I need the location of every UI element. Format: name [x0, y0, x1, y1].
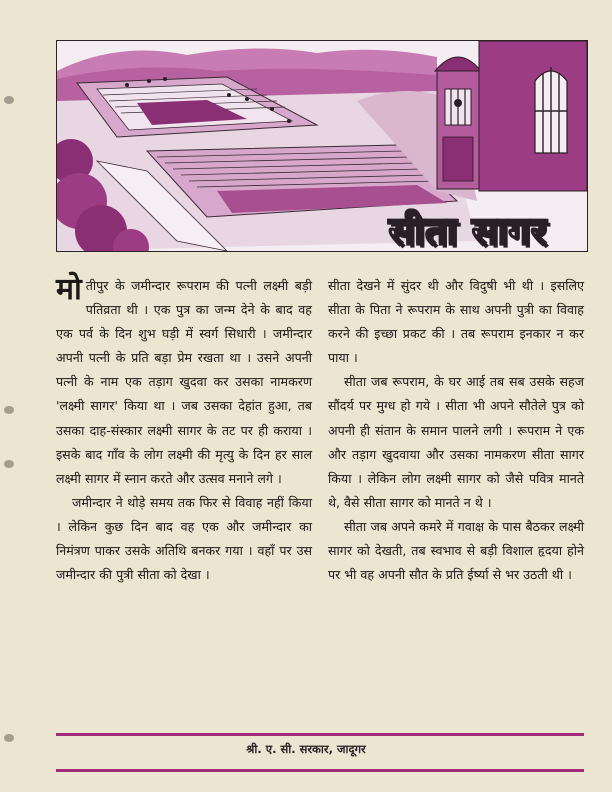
right-column [328, 274, 584, 587]
paragraph: जमीन्दार ने थोड़े समय तक फिर से विवाह नहीं किया । लेकिन कुछ दिन बाद वह एक और जमीन्दार का निमंत्रण पाकर उसके अतिथि बनकर गया । वहाँ पर उस जमीन्दार की पुत्री सीता को देखा । [56, 494, 312, 583]
paragraph: सीता जब अपने कमरे में गवाक्ष के पास बैठकर लक्ष्मी सागर को देखती, तब स्वभाव से बड़ी विशाल हृदया होने पर भी वह अपनी सौत के प्रति ईर्ष्या से भर उठती थी । [328, 518, 584, 583]
author-credit: श्री. ए. सी. सरकार, जादूगर [246, 742, 366, 756]
footer-rule-bottom [56, 769, 584, 772]
story-title-badge [378, 206, 558, 254]
dropcap: मो [56, 272, 82, 307]
left-column [56, 274, 312, 587]
footer-rule-top [56, 733, 584, 736]
paragraph: सीता जब रूपराम, के घर आई तब सब उसके सहज सौंदर्य पर मुग्ध हो गये । सीता भी अपने सौतेले पुत्र को अपनी ही संतान के समान पालने लगी । रूपराम ने एक और तड़ाग खुदवाया और उसका नामकरण सीता सागर किया । लेकिन लोग लक्ष्मी सागर को जैसे पवित्र मानते थे, वैसे सीता सागर को मानते न थे । [328, 374, 584, 510]
paragraph-text: तीपुर के जमीन्दार रूपराम की पत्नी लक्ष्मी बड़ी पतिव्रता थी । एक पुत्र का जन्म देने के बाद वह एक पर्व के दिन शुभ घड़ी में स्वर्ग सिधारी । जमीन्दार अपनी पत्नी के प्रति बड़ा प्रेम रखता था । उसने अपनी पत्नी के नाम एक तड़ाग खुदवा कर उसका नामकरण 'लक्ष्मी सागर' किया था । जब उसका देहांत हुआ, तब उसका दाह-संस्कार लक्ष्मी सागर के तट पर ही कराया । इसके बाद गाँव के लोग लक्ष्मी की मृत्यु के दिन हर साल लक्ष्मी सागर में स्नान करते और उत्सव मनाने लगे । [56, 278, 312, 486]
paragraph: सीता देखने में सुंदर थी और विदुषी भी थी । इसलिए सीता के पिता ने रूपराम के साथ अपनी पुत्री का विवाह करने की इच्छा प्रकट की । तब रूपराम इनकार न कर पाया । [328, 278, 584, 366]
paragraph [56, 274, 312, 491]
story-title: सीता सागर [388, 209, 548, 253]
